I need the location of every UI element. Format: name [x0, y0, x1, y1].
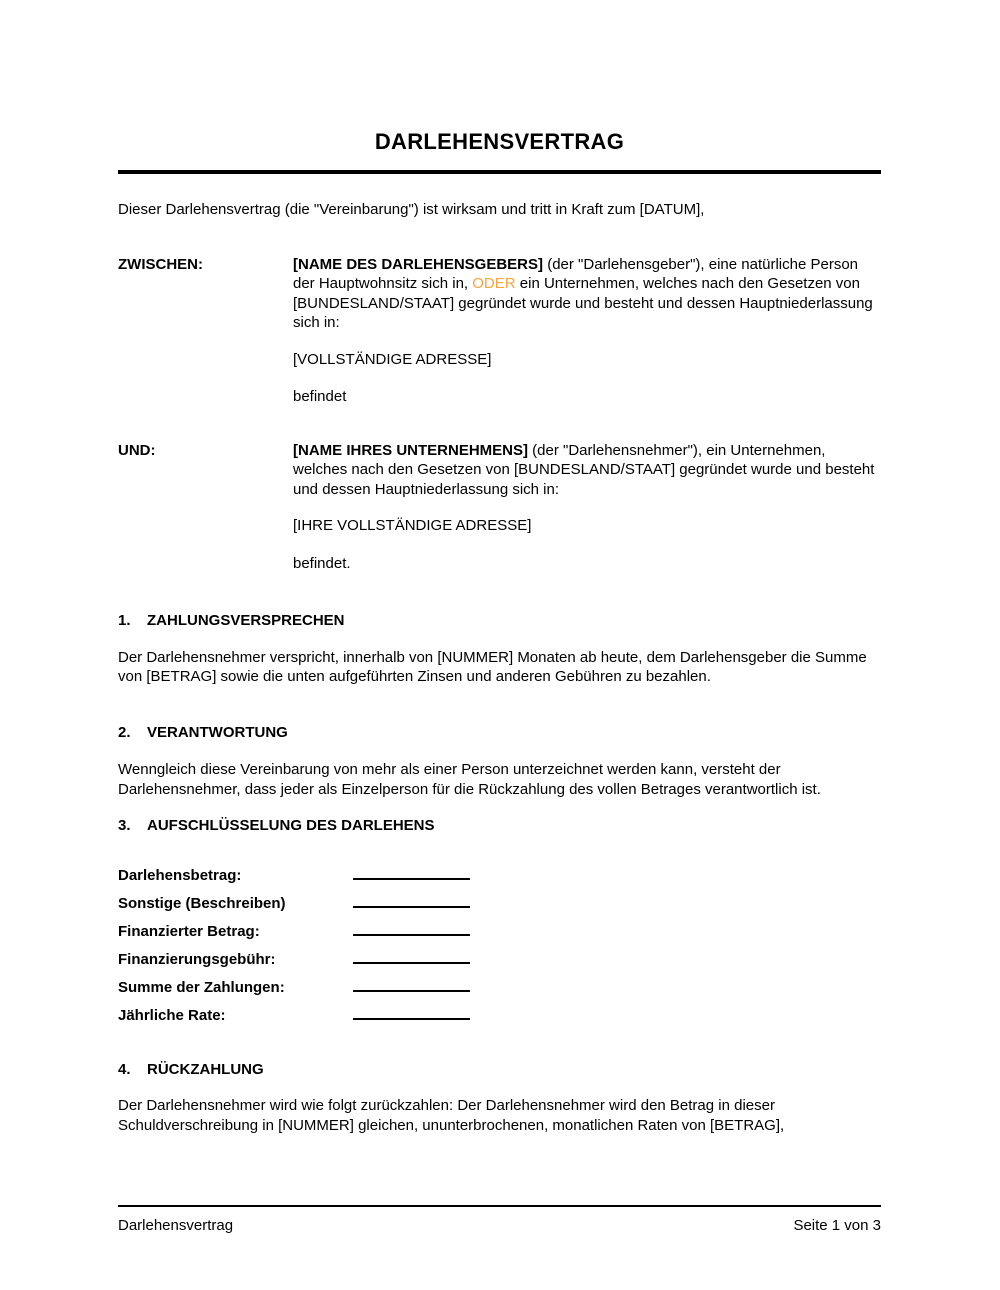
party-description [293, 441, 881, 500]
fill-in-line [353, 1004, 470, 1020]
loan-row-label: Finanzierungsgebühr: [118, 950, 276, 968]
section-number: 2. [118, 723, 131, 741]
section-number: 4. [118, 1060, 131, 1078]
party-description [293, 255, 881, 333]
section-heading-text: AUFSCHLÜSSELUNG DES DARLEHENS [147, 817, 435, 834]
fill-in-line [353, 892, 470, 908]
party-address-placeholder: [VOLLSTÄNDIGE ADRESSE] [293, 350, 492, 368]
title-divider [118, 170, 881, 174]
party-closing-word: befindet [293, 388, 347, 405]
party-description-text: (der "Darlehensnehmer"), ein Unternehmen, welches nach den Gesetzen von [BUNDESLAND/STAAT] gegründet wurde und besteht und dessen Hauptniederlassung sich in: [293, 441, 875, 498]
loan-row-label: Finanzierter Betrag: [118, 922, 260, 940]
section-body-1: Der Darlehensnehmer verspricht, innerhalb von [NUMMER] Monaten ab heute, dem Darlehensgeber die Summe von [BETRAG] sowie die unten aufgeführten Zinsen und anderen Gebühren zu bezahlen. [118, 648, 867, 685]
party-or-highlight: ODER [472, 275, 516, 292]
section-heading-1 [118, 611, 881, 631]
loan-row-label: Darlehensbetrag: [118, 866, 242, 884]
section-heading-2 [118, 723, 881, 743]
party-label: UND: [118, 441, 156, 459]
section-heading-text: VERANTWORTUNG [147, 723, 288, 741]
loan-row [118, 976, 881, 1004]
party-name-placeholder: [NAME IHRES UNTERNEHMENS] [293, 441, 529, 459]
section-number: 1. [118, 612, 131, 629]
loan-row-label: Summe der Zahlungen: [118, 978, 285, 996]
party-body [293, 255, 881, 407]
footer-row [118, 1216, 881, 1236]
loan-row [118, 864, 881, 892]
loan-row [118, 948, 881, 976]
fill-in-line [353, 976, 470, 992]
loan-row [118, 892, 881, 920]
section-heading-3 [118, 816, 881, 836]
party-row-lender [118, 255, 881, 407]
loan-row-label: Jährliche Rate: [118, 1006, 226, 1024]
party-body [293, 441, 881, 574]
section-heading-text: ZAHLUNGSVERSPRECHEN [147, 612, 345, 629]
page-title: DARLEHENSVERTRAG [374, 129, 625, 154]
party-name-placeholder: [NAME DES DARLEHENSGEBERS] [293, 255, 544, 273]
section-heading-text: RÜCKZAHLUNG [147, 1060, 264, 1078]
fill-in-line [353, 948, 470, 964]
footer-divider [118, 1205, 881, 1207]
intro-paragraph: Dieser Darlehensvertrag (die "Vereinbarung") ist wirksam und tritt in Kraft zum [DATUM], [118, 201, 705, 218]
section-number: 3. [118, 817, 131, 834]
fill-in-line [353, 920, 470, 936]
party-description-text: (der "Darlehensgeber"), eine natürliche Person der Hauptwohnsitz sich in, [293, 255, 859, 292]
footer-page-number: Seite 1 von 3 [793, 1217, 881, 1234]
section-body-4: Der Darlehensnehmer wird wie folgt zurückzahlen: Der Darlehensnehmer wird den Betrag in dieser Schuldverschreibung in [NUMMER] gleichen, ununterbrochenen, monatlichen Raten von [BETRAG], [118, 1097, 785, 1134]
footer-doc-title: Darlehensvertrag [118, 1217, 234, 1234]
party-address-placeholder: [IHRE VOLLSTÄNDIGE ADRESSE] [293, 517, 532, 534]
section-body-2: Wenngleich diese Vereinbarung von mehr als einer Person unterzeichnet werden kann, versteht der Darlehensnehmer, dass jeder als Einzelperson für die Rückzahlung des vollen Betrages verantwortlich ist. [118, 761, 821, 798]
page-footer [118, 1205, 881, 1236]
loan-row [118, 1004, 881, 1032]
party-row-borrower [118, 441, 881, 574]
party-label: ZWISCHEN: [118, 255, 203, 273]
loan-breakdown-table [118, 864, 881, 1032]
party-description-text-2: ein Unternehmen, welches nach den Gesetzen von [BUNDESLAND/STAAT] gegründet wurde und besteht und dessen Hauptniederlassung sich in: [293, 275, 873, 331]
loan-row [118, 920, 881, 948]
section-heading-4 [118, 1060, 881, 1080]
fill-in-line [353, 864, 470, 880]
loan-row-label: Sonstige (Beschreiben) [118, 894, 286, 912]
party-closing-word: befindet. [293, 554, 351, 572]
